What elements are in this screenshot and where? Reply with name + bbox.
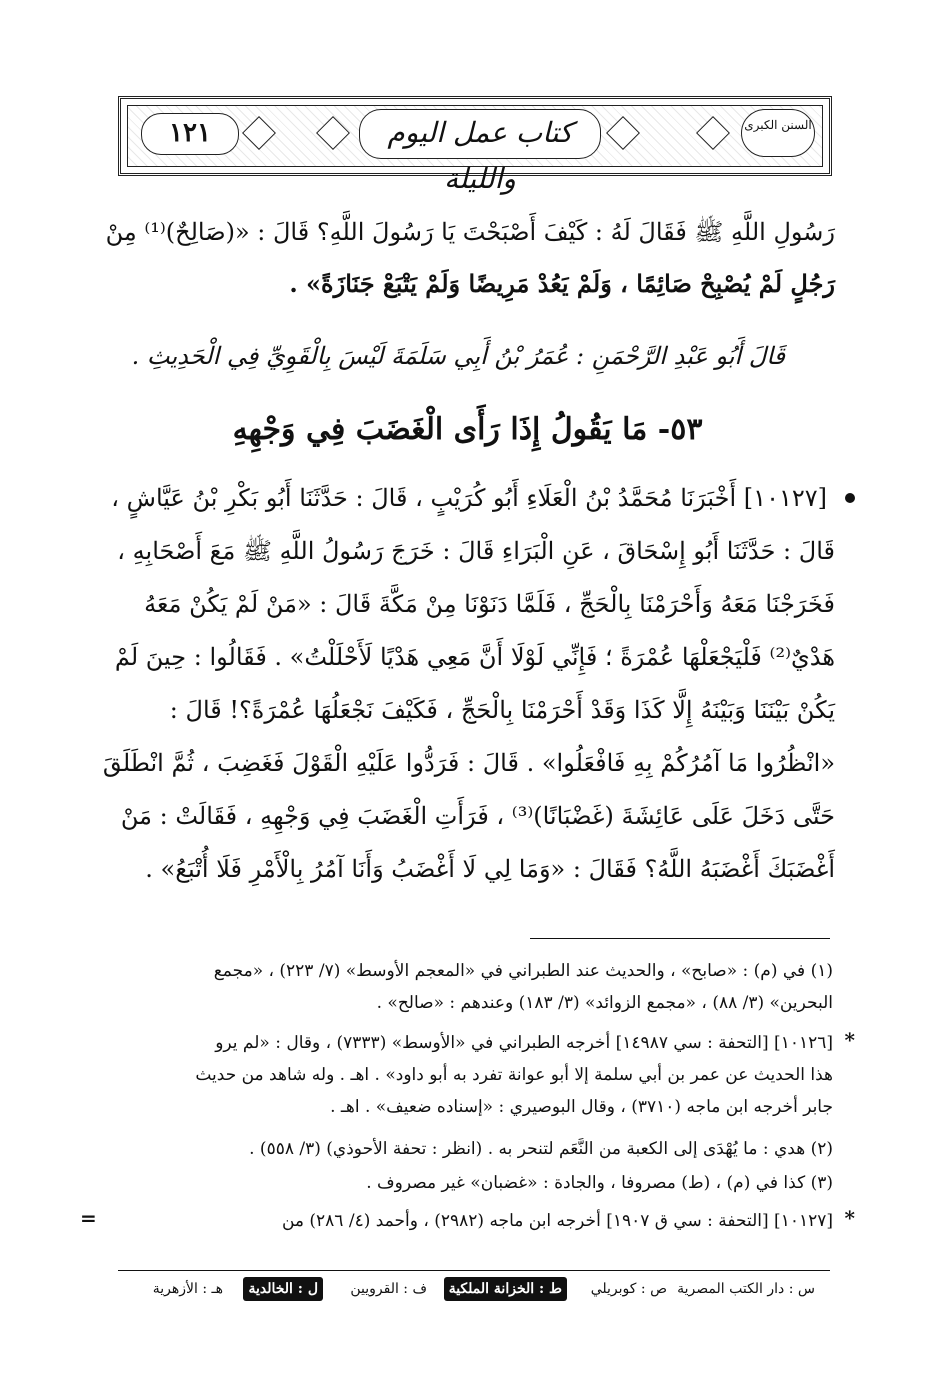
page-header-banner [118, 96, 832, 195]
legend-item: ص : كوبريلي [590, 1281, 667, 1297]
footnote: (٣) كذا في (م) ، (ط) مصروفا ، والجادة : «غضبان» غير مصروف . [366, 1173, 833, 1193]
page-number: ١٢١ [141, 113, 239, 155]
hadith-line: قَالَ : حَدَّثَنَا أَبُو إِسْحَاقَ ، عَنِ الْبَرَاءِ قَالَ : خَرَجَ رَسُولُ اللَّهِ ﷺ مَعَ أَصْحَابِهِ ، [117, 537, 835, 565]
author-comment: قَالَ أَبُو عَبْدِ الرَّحْمَنِ : عُمَرُ بْنُ أَبِي سَلَمَةَ لَيْسَ بِالْقَوِيِّ فِي الْحَدِيثِ . [131, 342, 785, 370]
legend-item-highlight: ل : الخالدية [243, 1277, 323, 1301]
legend-item-highlight: ط : الخزانة الملكية [444, 1277, 567, 1301]
asterisk-icon: * [844, 1028, 855, 1052]
footnote: (٢) هدي : ما يُهْدَى إلى الكعبة من النَّعَم لتنحر به . (انظر : تحفة الأحوذي) (٣/ ٥٥٨) . [249, 1139, 833, 1159]
footnote: هذا الحديث عن عمر بن أبي سلمة إلا أبو عوانة تفرد به أبو داود» . اهـ . وله شاهد من حديث [195, 1065, 833, 1085]
legend-separator [118, 1270, 830, 1271]
hadith-line: يَكُنْ بَيْنَنَا وَبَيْنَهُ إِلَّا كَذَا وَقَدْ أَحْرَمْنَا بِالْحَجِّ ، فَكَيْفَ نَجْعَلُهَا عُمْرَةً؟! قَالَ : [169, 696, 835, 724]
footnote: (١) في (م) : «صابح» ، والحديث عند الطبراني في «المعجم الأوسط» (٧/ ٢٢٣) ، «مجمع [213, 961, 833, 981]
asterisk-icon: * [844, 1206, 855, 1230]
text-line: رَسُولِ اللَّهِ ﷺ فَقَالَ لَهُ : كَيْفَ أَصْبَحْتَ يَا رَسُولَ اللَّهِ؟ قَالَ : «(صَالِحٌ)⁽¹⁾ مِنْ [105, 218, 835, 246]
footnote: البحرين» (٣/ ٨٨) ، «مجمع الزوائد» (٣/ ١٨٣) وعندهم : «صالح» . [376, 993, 833, 1013]
footnote: [١٠١٢٧] [التحفة : سي ق ١٩٠٧] أخرجه ابن ماجه (٢٩٨٢) ، وأحمد (٤/ ٢٨٦) من [281, 1211, 833, 1231]
continuation-mark: = [80, 1206, 97, 1230]
collection-logo: السنن الكبرى [741, 109, 815, 157]
hadith-line: حَتَّى دَخَلَ عَلَى عَائِشَةَ (غَضْبَانًا)⁽³⁾ ، فَرَأَتِ الْغَضَبَ فِي وَجْهِهِ ، فَقَالَتْ : مَنْ [120, 802, 835, 830]
section-heading: ٥٣- مَا يَقُولُ إِذَا رَأَى الْغَضَبَ فِي وَجْهِهِ [232, 412, 703, 447]
hadith-line: أَغْضَبَكَ أَغْضَبَهُ اللَّهُ؟ فَقَالَ : «وَمَا لِي لَا أَغْضَبُ وَأَنَا آمُرُ بِالْأَمْرِ فَلَا أُتْبَعُ» . [145, 855, 835, 883]
book-title: كتاب عمل اليوم والليلة [359, 109, 601, 159]
footnote-separator [530, 938, 830, 939]
text-line: رَجُلٍ لَمْ يُصْبِحْ صَائِمًا ، وَلَمْ يَعُدْ مَرِيضًا وَلَمْ يَتْبَعْ جَنَازَةً» . [289, 269, 835, 298]
footnote: [١٠١٢٦] [التحفة : سي ١٤٩٨٧] أخرجه الطبراني في «الأوسط» (٧٣٣٣) ، وقال : «لم يرو [215, 1033, 833, 1053]
legend-item: هـ : الأزهرية [152, 1281, 223, 1297]
footnote: جابر أخرجه ابن ماجه (٣٧١٠) ، وقال البوصيري : «إسناده ضعيف» . اهـ . [330, 1097, 833, 1117]
hadith-line: هَدْيٌ⁽²⁾ فَلْيَجْعَلْهَا عُمْرَةً ؛ فَإِنِّي لَوْلَا أَنَّ مَعِي هَدْيًا لَأَحْلَلْتُ» . فَقَالُوا : حِينَ لَمْ [114, 643, 835, 671]
legend-item: ف : القرويين [350, 1281, 427, 1297]
bullet-icon [845, 493, 855, 503]
hadith-line: [١٠١٢٧] أَخْبَرَنَا مُحَمَّدُ بْنُ الْعَلَاءِ أَبُو كُرَيْبٍ ، قَالَ : حَدَّثَنَا أَبُو بَكْرِ بْنُ عَيَّاشٍ ، [111, 484, 827, 512]
legend-item: س : دار الكتب المصرية [677, 1281, 815, 1297]
hadith-line: «انْظُرُوا مَا آمُرُكُمْ بِهِ فَافْعَلُوا» . قَالَ : فَرَدُّوا عَلَيْهِ الْقَوْلَ فَغَضِبَ ، ثُمَّ انْطَلَقَ [102, 749, 835, 777]
hadith-line: فَخَرَجْنَا مَعَهُ وَأَحْرَمْنَا بِالْحَجِّ ، فَلَمَّا دَنَوْنَا مِنْ مَكَّةَ قَالَ : «مَنْ لَمْ يَكُنْ مَعَهُ [144, 590, 835, 618]
